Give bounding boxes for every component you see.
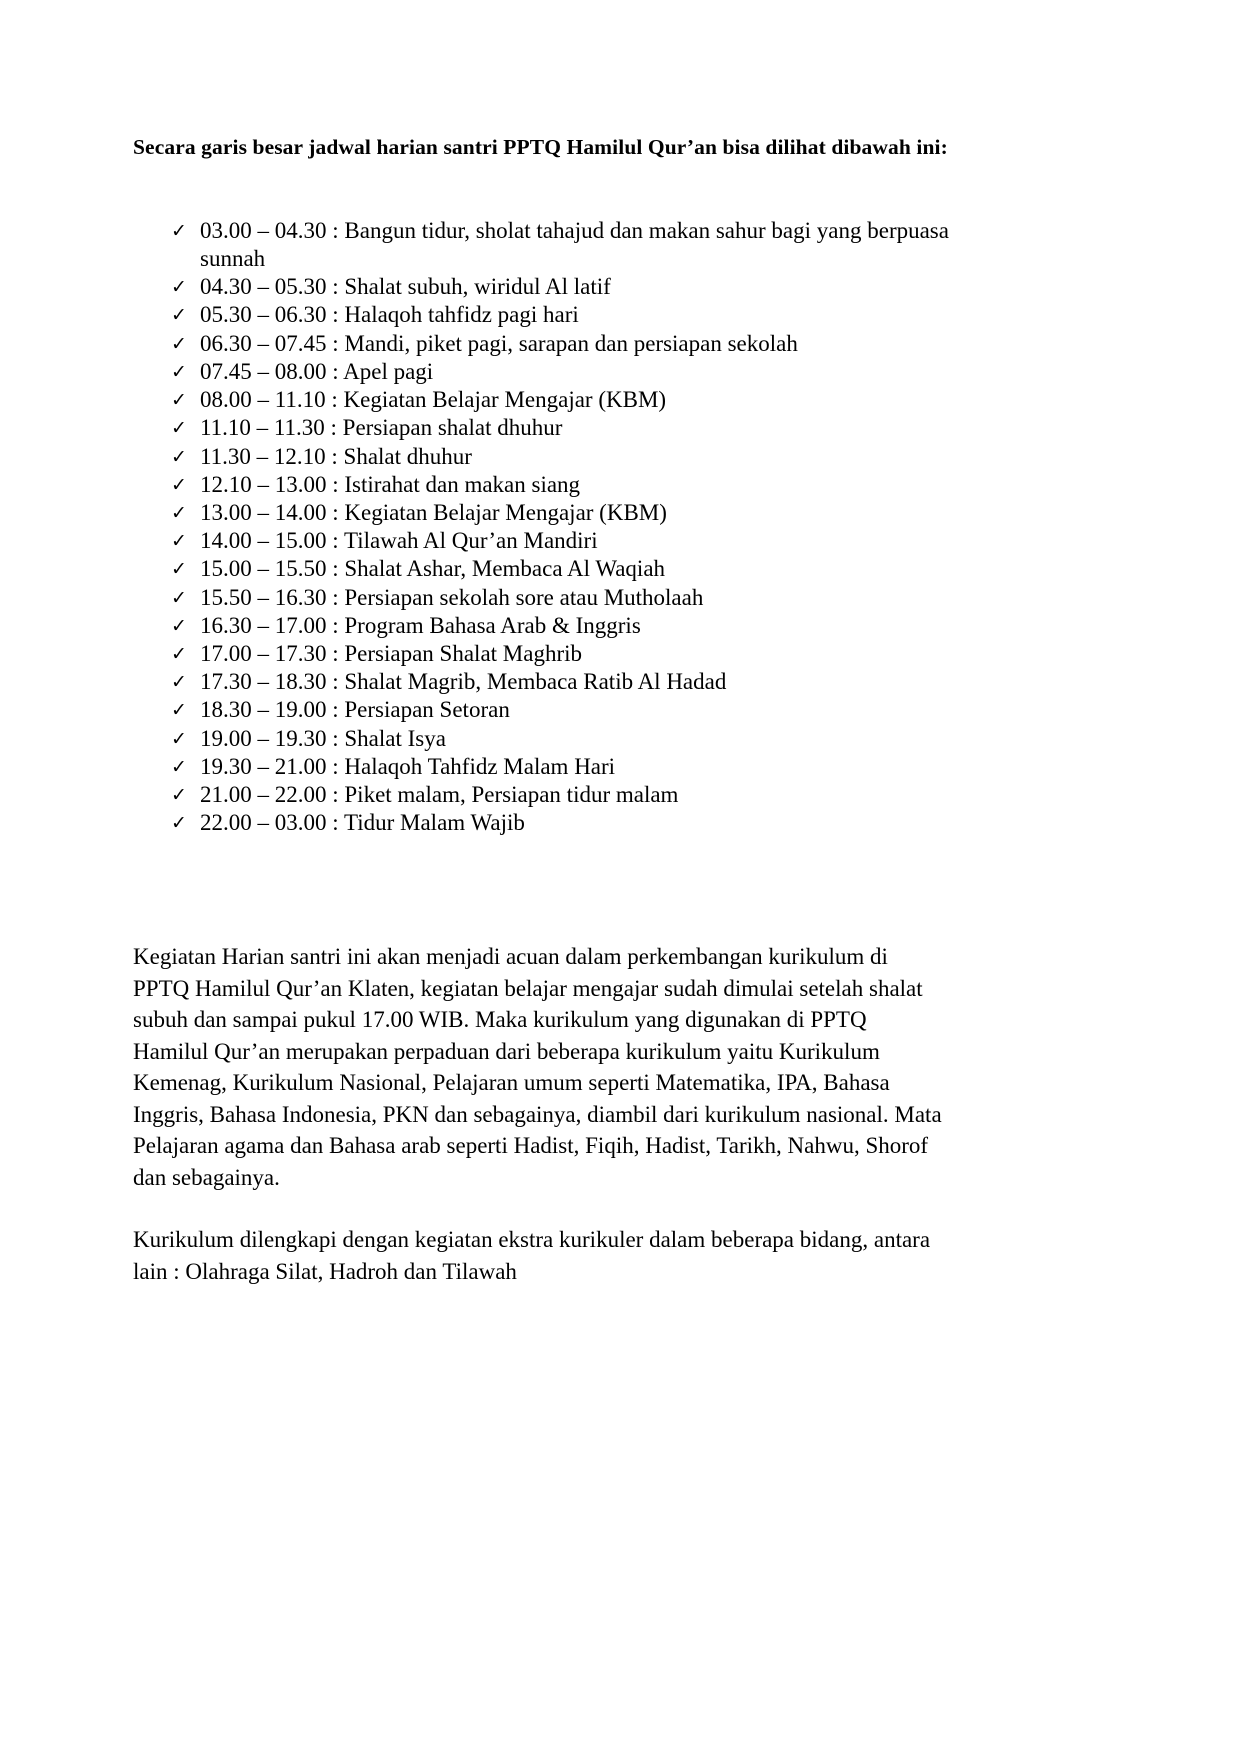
list-item-label: 21.00 – 22.00 : Piket malam, Persiapan tidur malam [200, 781, 679, 807]
list-item-label: 11.30 – 12.10 : Shalat dhuhur [200, 443, 472, 469]
check-icon: ✓ [171, 671, 187, 694]
paragraph-spacer [133, 1193, 973, 1224]
list-item-label: 08.00 – 11.10 : Kegiatan Belajar Mengajar (KBM) [200, 387, 667, 413]
list-item-label: 06.30 – 07.45 : Mandi, piket pagi, sarapan dan persiapan sekolah [200, 330, 798, 356]
list-item [133, 499, 973, 527]
check-icon: ✓ [171, 614, 187, 637]
list-item [133, 584, 973, 612]
list-item-label: 05.30 – 06.30 : Halaqoh tahfidz pagi hari [200, 302, 579, 328]
list-item-label: 19.00 – 19.30 : Shalat Isya [200, 725, 446, 751]
list-item-label: 14.00 – 15.00 : Tilawah Al Qur’an Mandiri [200, 528, 598, 554]
list-item-label: 07.45 – 08.00 : Apel pagi [200, 358, 434, 384]
list-item-label: 17.00 – 17.30 : Persiapan Shalat Maghrib [200, 640, 583, 666]
list-item [133, 301, 973, 329]
check-icon: ✓ [171, 501, 187, 524]
list-item [133, 217, 973, 273]
check-icon: ✓ [171, 586, 187, 609]
check-icon: ✓ [171, 304, 187, 327]
list-item-label: 13.00 – 14.00 : Kegiatan Belajar Mengajar (KBM) [200, 499, 667, 525]
list-item-label: 11.10 – 11.30 : Persiapan shalat dhuhur [200, 415, 563, 441]
list-item [133, 612, 973, 640]
list-item-label: 22.00 – 03.00 : Tidur Malam Wajib [200, 810, 525, 836]
list-item-label: 04.30 – 05.30 : Shalat subuh, wiridul Al latif [200, 274, 611, 300]
page-title: Secara garis besar jadwal harian santri PPTQ Hamilul Qur’an bisa dilihat dibawah ini: [133, 135, 948, 159]
paragraph-curriculum: Kegiatan Harian santri ini akan menjadi acuan dalam perkembangan kurikulum di PPTQ Hamilul Qur’an Klaten, kegiatan belajar mengajar sudah dimulai setelah shalat subuh dan sampai pukul 17.00 WIB. Maka kurikulum yang digunakan di PPTQ Hamilul Qur’an merupakan perpaduan dari beberapa kurikulum yaitu Kurikulum Kemenag, Kurikulum Nasional, Pelajaran umum seperti Matematika, IPA, Bahasa Inggris, Bahasa Indonesia, PKN dan sebagainya, diambil dari kurikulum nasional. Mata Pelajaran agama dan Bahasa arab seperti Hadist, Fiqih, Hadist, Tarikh, Nahwu, Shorof dan sebagainya. [133, 944, 942, 1190]
list-item [133, 809, 973, 837]
list-item [133, 668, 973, 696]
list-item [133, 725, 973, 753]
check-icon: ✓ [171, 727, 187, 750]
document-content [133, 0, 973, 1287]
list-item [133, 443, 973, 471]
check-icon: ✓ [171, 699, 187, 722]
list-item-label: 12.10 – 13.00 : Istirahat dan makan siang [200, 471, 581, 497]
list-item [133, 555, 973, 583]
check-icon: ✓ [171, 219, 187, 242]
list-item-label: 18.30 – 19.00 : Persiapan Setoran [200, 697, 510, 723]
list-item [133, 358, 973, 386]
check-icon: ✓ [171, 530, 187, 553]
list-item [133, 527, 973, 555]
check-icon: ✓ [171, 445, 187, 468]
list-item [133, 330, 973, 358]
daily-schedule-list [133, 161, 973, 837]
list-item [133, 273, 973, 301]
check-icon: ✓ [171, 755, 187, 778]
list-item-label: 19.30 – 21.00 : Halaqoh Tahfidz Malam Hari [200, 753, 616, 779]
list-item-label: 15.00 – 15.50 : Shalat Ashar, Membaca Al Waqiah [200, 556, 666, 582]
list-item-label: 03.00 – 04.30 : Bangun tidur, sholat tahajud dan makan sahur bagi yang berpuasa sunnah [200, 217, 949, 272]
body-paragraphs [133, 837, 973, 1287]
list-item [133, 414, 973, 442]
list-item [133, 640, 973, 668]
list-item [133, 781, 973, 809]
check-icon: ✓ [171, 783, 187, 806]
list-item-label: 16.30 – 17.00 : Program Bahasa Arab & Inggris [200, 612, 641, 638]
list-item [133, 471, 973, 499]
check-icon: ✓ [171, 276, 187, 299]
list-item-label: 15.50 – 16.30 : Persiapan sekolah sore atau Mutholaah [200, 584, 704, 610]
check-icon: ✓ [171, 417, 187, 440]
check-icon: ✓ [171, 360, 187, 383]
check-icon: ✓ [171, 642, 187, 665]
list-item [133, 753, 973, 781]
list-item-label: 17.30 – 18.30 : Shalat Magrib, Membaca Ratib Al Hadad [200, 669, 727, 695]
list-item [133, 386, 973, 414]
check-icon: ✓ [171, 473, 187, 496]
check-icon: ✓ [171, 558, 187, 581]
list-item [133, 696, 973, 724]
check-icon: ✓ [171, 332, 187, 355]
check-icon: ✓ [171, 389, 187, 412]
check-icon: ✓ [171, 812, 187, 835]
paragraph-extracurricular: Kurikulum dilengkapi dengan kegiatan ekstra kurikuler dalam beberapa bidang, antara lain : Olahraga Silat, Hadroh dan Tilawah [133, 1227, 931, 1284]
